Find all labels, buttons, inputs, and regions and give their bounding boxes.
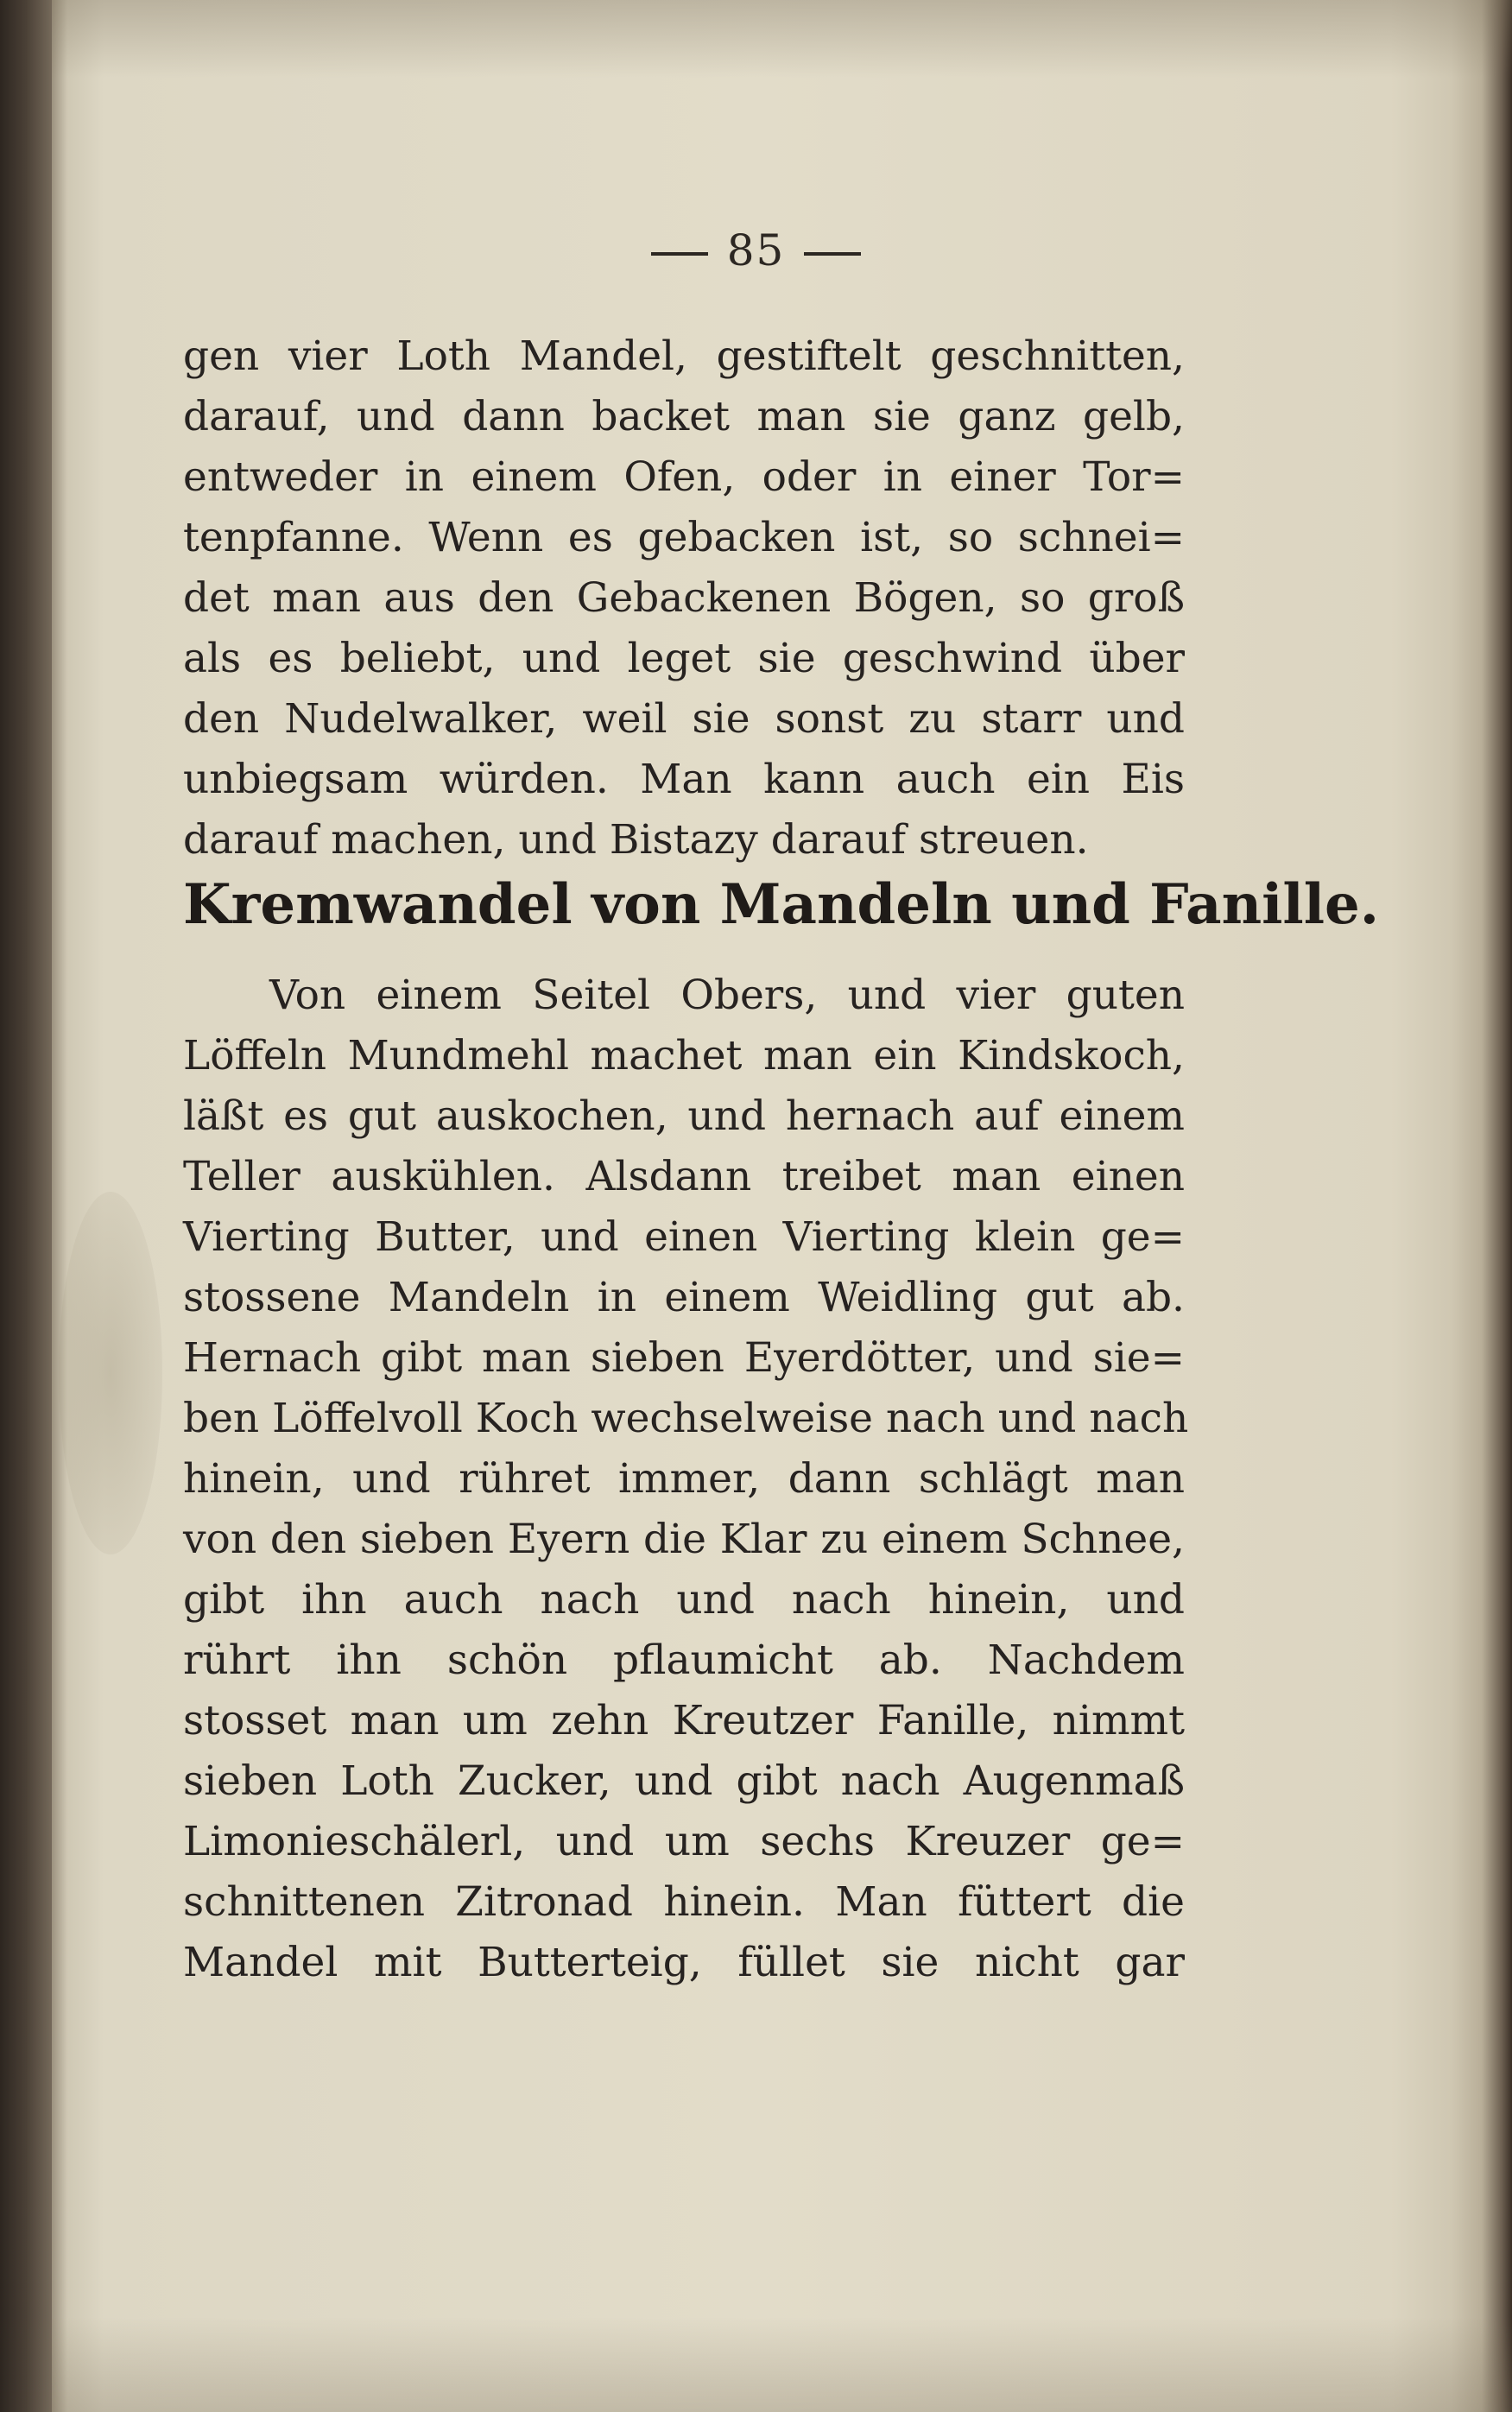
- text-line: gen vier Loth Mandel, gestiftelt geschnitten,: [183, 332, 1185, 380]
- text-line: als es beliebt, und leget sie geschwind über: [183, 635, 1185, 682]
- paper-stain: [59, 1192, 162, 1554]
- text-line: gibt ihn auch nach und nach hinein, und: [183, 1576, 1185, 1624]
- text-line: Hernach gibt man sieben Eyerdötter, und sie=: [183, 1334, 1185, 1382]
- text-line: darauf machen, und Bistazy darauf streuen.: [183, 816, 1089, 864]
- text-line: Löffeln Mundmehl machet man ein Kindskoch,: [183, 1032, 1185, 1079]
- text-line: hinein, und rühret immer, dann schlägt man: [183, 1455, 1185, 1503]
- text-line: stossene Mandeln in einem Weidling gut ab.: [183, 1274, 1185, 1321]
- text-line: entweder in einem Ofen, oder in einer Tor=: [183, 453, 1185, 501]
- page-header: [0, 216, 1512, 285]
- text-line: Teller auskühlen. Alsdann treibet man einen: [183, 1153, 1185, 1200]
- page-number: 85: [726, 225, 786, 275]
- header-dash-right: [804, 252, 861, 256]
- header-dash-left: [651, 252, 708, 256]
- text-line: läßt es gut auskochen, und hernach auf einem: [183, 1092, 1185, 1140]
- text-line: unbiegsam würden. Man kann auch ein Eis: [183, 756, 1185, 803]
- text-line: Vierting Butter, und einen Vierting klein ge=: [183, 1213, 1185, 1261]
- text-line: Von einem Seitel Obers, und vier guten: [269, 972, 1185, 1019]
- text-line: den Nudelwalker, weil sie sonst zu starr und: [183, 695, 1185, 743]
- text-line: sieben Loth Zucker, und gibt nach Augenmaß: [183, 1757, 1185, 1805]
- page-shadow-top: [52, 0, 1512, 78]
- page-shadow-bottom: [52, 2317, 1512, 2412]
- text-line: det man aus den Gebackenen Bögen, so groß: [183, 574, 1185, 622]
- text-line: schnittenen Zitronad hinein. Man füttert die: [183, 1878, 1185, 1926]
- book-spine: [0, 0, 52, 2412]
- text-line: tenpfanne. Wenn es gebacken ist, so schnei=: [183, 514, 1185, 561]
- text-line: ben Löffelvoll Koch wechselweise nach und nach: [183, 1395, 1189, 1442]
- recipe-heading: Kremwandel von Mandeln und Fanille.: [183, 872, 1380, 937]
- text-line: rührt ihn schön pflaumicht ab. Nachdem: [183, 1636, 1185, 1684]
- text-line: darauf, und dann backet man sie ganz gelb,: [183, 393, 1185, 440]
- text-line: Mandel mit Butterteig, füllet sie nicht gar: [183, 1939, 1185, 1986]
- text-line: von den sieben Eyern die Klar zu einem Schnee,: [183, 1516, 1185, 1563]
- text-line: stosset man um zehn Kreutzer Fanille, nimmt: [183, 1697, 1185, 1744]
- text-line: Limonieschälerl, und um sechs Kreuzer ge=: [183, 1818, 1185, 1865]
